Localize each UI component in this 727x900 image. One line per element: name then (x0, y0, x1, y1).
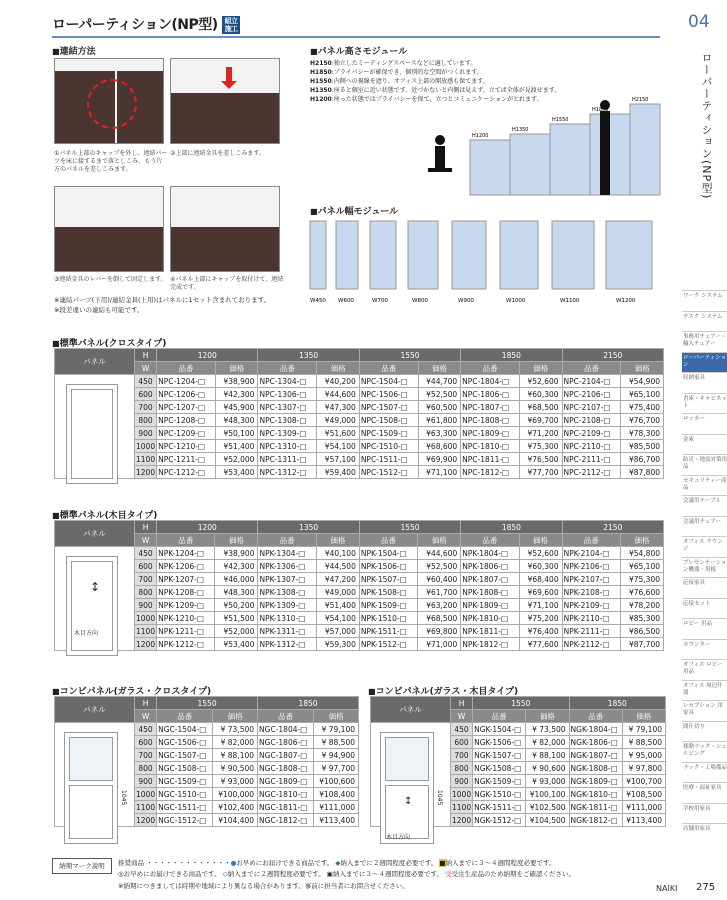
height-module-row: H1200:座った状態ではプライバシーを保て、立つとコミュニケーションがとれます。 (310, 96, 543, 103)
side-nav-item[interactable]: 防災・地震対策用品 (682, 454, 727, 475)
section-connect: ■ 連結方法 (52, 44, 96, 57)
table-row: 1200 NPK-1212-□ ¥53,400 NPK-1312-□ ¥59,300 NPK-1512-□ ¥71,000 NPK-1812-□ ¥77,600 NPK-2112-□ ¥87,700 (55, 638, 664, 651)
height-header: 1550 (157, 697, 258, 710)
height-header: 1850 (461, 521, 562, 534)
title-rule (52, 36, 660, 38)
table-row: 1000 NGC-1510-□ ¥100,000 NGC-1810-□ ¥108,400 (55, 788, 359, 801)
side-nav-item[interactable]: セキュリティー商品 (682, 475, 727, 496)
brand: NAIKI (656, 884, 678, 893)
panel-header: パネル (371, 697, 451, 723)
side-nav-item[interactable]: プレゼンテーション機器・黒板 (682, 557, 727, 578)
panel-header: パネル (55, 697, 135, 723)
table-row: 800 NPK-1208-□ ¥48,300 NPK-1308-□ ¥49,000 NPK-1508-□ ¥61,700 NPK-1808-□ ¥69,600 NPK-2108-□ ¥76,600 (55, 586, 664, 599)
caption-step3: ③連結金具のレバーを倒して固定します。 (54, 276, 167, 283)
legend-line1: 推奨商品 ・・・・・・・・・・・・・●お早めにお届けできる商品です。 ◆納入までに２週間程度必要です。 ■納入までに３～４週間程度必要です。 (118, 859, 556, 867)
wood-grain-arrow-icon-2: ↕ (404, 796, 413, 807)
side-nav-item[interactable]: デスク システム (682, 311, 727, 332)
svg-text:W1100: W1100 (560, 298, 580, 304)
table-cross: パネル H 1200 1350 1550 1850 2150 W 品番 価格 品番 価格 品番 価格 品番 価格 品番 価格 450 NPC-1204-□ ¥38,900 NPC-1304-□ ¥40,200 NPC-1504-□ ¥44,700 NPC-1804-□ ¥52,600 NPC-2104-□ ¥54,900 600 NPC-1206-□ ¥42,300 NPC-1306-□ ¥44,600 NPC-1506-□ ¥52,500 NPC-1806-□ ¥60,300 NPC-2106-□ ¥65,100 700 NPC-1207-□ ¥45,900 NPC-1307-□ ¥47,300 NPC-1507-□ ¥60,500 NPC-1807-□ ¥68,500 NPC-2107-□ ¥75,400 800 NPC-1208-□ ¥48,300 NPC-1308-□ ¥49,000 NPC-1508-□ ¥61,800 NPC-1808-□ ¥69,700 NPC-2108-□ ¥76,700 900 NPC-1209-□ ¥50,100 NPC-1309-□ ¥51,600 NPC-1509-□ ¥63,300 NPC-1809-□ ¥71,200 NPC-2109-□ ¥78,300 1000 NPC-1210-□ ¥51,400 NPC-1310-□ ¥54,100 NPC-1510-□ ¥68,600 NPC-1810-□ ¥75,300 NPC-2110-□ ¥85,500 1100 NPC-1211-□ ¥52,000 NPC-1311-□ ¥57,100 NPC-1511-□ ¥69,900 NPC-1811-□ ¥76,500 NPC-2111-□ ¥86,700 1200 NPC-1212-□ ¥53,400 NPC-1312-□ ¥59,400 NPC-1512-□ ¥71,100 NPC-1812-□ ¥77,700 NPC-2112-□ ¥87,800 (54, 348, 664, 479)
side-nav-item[interactable]: 収納家具 (682, 372, 727, 393)
svg-text:H1850: H1850 (592, 107, 609, 113)
side-nav-item[interactable]: レセプション 用家具 (682, 700, 727, 721)
side-nav-item[interactable]: 会議用テーブル (682, 495, 727, 516)
wood-direction-label: 木目方向 (74, 630, 99, 637)
table-row: 1100 NPC-1211-□ ¥52,000 NPC-1311-□ ¥57,100 NPC-1511-□ ¥69,900 NPC-1811-□ ¥76,500 NPC-2111-□ ¥86,700 (55, 453, 664, 466)
height-module-row: H1350:座ると個室に近い状態です。近づかないと内側は見えず、立てば全体が見渡せます。 (310, 87, 561, 94)
table-wood: パネル H 1200 1350 1550 1850 2150 W 品番 価格 品番 価格 品番 価格 品番 価格 品番 価格 450 NPK-1204-□ ¥38,900 NPK-1304-□ ¥40,100 NPK-1504-□ ¥44,600 NPK-1804-□ ¥52,600 NPK-2104-□ ¥54,800 600 NPK-1206-□ ¥42,300 NPK-1306-□ ¥44,500 NPK-1506-□ ¥52,500 NPK-1806-□ ¥60,300 NPK-2106-□ ¥65,100 700 NPK-1207-□ ¥46,000 NPK-1307-□ ¥47,200 NPK-1507-□ ¥60,400 NPK-1807-□ ¥68,400 NPK-2107-□ ¥75,300 800 NPK-1208-□ ¥48,300 NPK-1308-□ ¥49,000 NPK-1508-□ ¥61,700 NPK-1808-□ ¥69,600 NPK-2108-□ ¥76,600 900 NPK-1209-□ ¥50,200 NPK-1309-□ ¥51,400 NPK-1509-□ ¥63,200 NPK-1809-□ ¥71,100 NPK-2109-□ ¥78,200 1000 NPK-1210-□ ¥51,500 NPK-1310-□ ¥54,100 NPK-1510-□ ¥68,500 NPK-1810-□ ¥75,200 NPK-2110-□ ¥85,300 1100 NPK-1211-□ ¥52,000 NPK-1311-□ ¥57,000 NPK-1511-□ ¥69,800 NPK-1811-□ ¥76,400 NPK-2111-□ ¥86,500 1200 NPK-1212-□ ¥53,400 NPK-1312-□ ¥59,300 NPK-1512-□ ¥71,000 NPK-1812-□ ¥77,600 NPK-2112-□ ¥87,700 (54, 520, 664, 651)
height-header: 1350 (258, 349, 359, 362)
height-header: 1550 (359, 521, 460, 534)
panel-illustration-cross (66, 384, 118, 484)
height-header: 1200 (157, 349, 258, 362)
table-row: 700 NPC-1207-□ ¥45,900 NPC-1307-□ ¥47,300 NPC-1507-□ ¥60,500 NPC-1807-□ ¥68,500 NPC-2107-□ ¥75,400 (55, 401, 664, 414)
table-row: 900 NPK-1209-□ ¥50,200 NPK-1309-□ ¥51,400 NPK-1509-□ ¥63,200 NPK-1809-□ ¥71,100 NPK-2109-□ ¥78,200 (55, 599, 664, 612)
height-header: 1550 (359, 349, 460, 362)
legend-line2: ◎お早めにお届けできる商品です。 ◇納入までに２週間程度必要です。 ▣納入までに３～４週間程度必要です。 受受注生産品のため納期をご確認ください。 (118, 870, 576, 878)
section-combi-cross: ■ コンビパネル(ガラス・クロスタイプ) (52, 684, 211, 697)
height-module-row: H1550:内側への視線を遮り、オフィス上部の開放感も保てます。 (310, 78, 489, 85)
table-combi-cross: パネル H 1550 1850 W 品番 価格 品番 価格 450 NGC-1504-□ ¥ 73,500 NGC-1804-□ ¥ 79,100 600 NGC-1506-□ ¥ 82,000 NGC-1806-□ ¥ 88,500 700 NGC-1507-□ ¥ 88,100 NGC-1807-□ ¥ 94,900 800 NGC-1508-□ ¥ 90,500 NGC-1808-□ ¥ 97,700 900 NGC-1509-□ ¥ 93,000 NGC-1809-□ ¥100,600 1000 NGC-1510-□ ¥100,000 NGC-1810-□ ¥108,400 1100 NGC-1511-□ ¥102,400 NGC-1811-□ ¥111,000 1200 NGC-1512-□ ¥104,400 NGC-1812-□ ¥113,400 (54, 696, 359, 827)
table-row: 900 NGK-1509-□ ¥ 93,000 NGK-1809-□ ¥100,700 (371, 775, 666, 788)
side-nav-item[interactable]: 学校用家具 (682, 803, 727, 824)
svg-text:W900: W900 (458, 298, 474, 304)
table-row: 450 NGK-1504-□ ¥ 73,500 NGK-1804-□ ¥ 79,100 (371, 723, 666, 736)
side-nav-item[interactable]: 金庫 (682, 434, 727, 455)
section-cross: ■ 標準パネル(クロスタイプ) (52, 336, 166, 349)
side-nav-item[interactable]: 事務用チェアー・輸入チェアー (682, 331, 727, 352)
table-row: 600 NPK-1206-□ ¥42,300 NPK-1306-□ ¥44,500 NPK-1506-□ ¥52,500 NPK-1806-□ ¥60,300 NPK-2106-□ ¥65,100 (55, 560, 664, 573)
side-nav-item[interactable]: 応接セット (682, 598, 727, 619)
table-row: 600 NPC-1206-□ ¥42,300 NPC-1306-□ ¥44,600 NPC-1506-□ ¥52,500 NPC-1806-□ ¥60,300 NPC-2106-□ ¥65,100 (55, 388, 664, 401)
chapter-number: 04 (688, 12, 710, 32)
panel-h1550 (550, 124, 590, 195)
dim-label-wood: 1045 (436, 790, 443, 806)
side-nav-item[interactable]: ラック・工場備品 (682, 762, 727, 783)
side-nav-item[interactable]: 書庫・キャビネット (682, 393, 727, 414)
wood-direction-label-2: 木目方向 (386, 834, 411, 841)
table-row: 800 NPC-1208-□ ¥48,300 NPC-1308-□ ¥49,000 NPC-1508-□ ¥61,800 NPC-1808-□ ¥69,700 NPC-2108-□ ¥76,700 (55, 414, 664, 427)
caption-step4: ④パネル上部にキャップを取付けて、連結完成です。 (170, 276, 284, 291)
side-nav-item[interactable]: 間仕切り (682, 721, 727, 742)
table-row: 1200 NGK-1512-□ ¥104,500 NGK-1812-□ ¥113,400 (371, 814, 666, 827)
width-module-diagram (308, 216, 668, 306)
side-title: ローパーティション(NP型) (700, 52, 713, 200)
table-row: 450 NGC-1504-□ ¥ 73,500 NGC-1804-□ ¥ 79,100 (55, 723, 359, 736)
table-row: 1100 NGC-1511-□ ¥102,400 NGC-1811-□ ¥111,000 (55, 801, 359, 814)
table-row: 1100 NGK-1511-□ ¥102,500 NGK-1811-□ ¥111,000 (371, 801, 666, 814)
table-row: 700 NGC-1507-□ ¥ 88,100 NGC-1807-□ ¥ 94,900 (55, 749, 359, 762)
section-wood: ■ 標準パネル(木目タイプ) (52, 508, 157, 521)
table-row: 900 NPC-1209-□ ¥50,100 NPC-1309-□ ¥51,600 NPC-1509-□ ¥63,300 NPC-1809-□ ¥71,200 NPC-2109-□ ¥78,300 (55, 427, 664, 440)
svg-text:W450: W450 (310, 298, 326, 304)
side-nav-item[interactable]: カウンター (682, 639, 727, 660)
table-row: 1100 NPK-1211-□ ¥52,000 NPK-1311-□ ¥57,000 NPK-1511-□ ¥69,800 NPK-1811-□ ¥76,400 NPK-2111-□ ¥86,500 (55, 625, 664, 638)
assembly-badge: 組立施工 (222, 16, 240, 34)
note-1: ※連結パーツ(下用)/連結金具(上用)はパネルに1セット含まれております。 (54, 296, 271, 304)
height-header: 1550 (473, 697, 569, 710)
table-row: 450 NPK-1204-□ ¥38,900 NPK-1304-□ ¥40,100 NPK-1504-□ ¥44,600 NPK-1804-□ ¥52,600 NPK-2104-□ ¥54,800 (55, 547, 664, 560)
height-module-row: H2150:独立したミーティングスペースなどに適しています。 (310, 60, 477, 67)
side-nav-item[interactable]: オフィス ロビー用品 (682, 659, 727, 680)
table-row: 1000 NGK-1510-□ ¥100,100 NGK-1810-□ ¥108,500 (371, 788, 666, 801)
wood-grain-arrow-icon: ↕ (90, 580, 101, 594)
photo-step2 (170, 58, 280, 144)
panel-h1200 (470, 140, 510, 195)
height-header: 1350 (258, 521, 359, 534)
panel-header: パネル (55, 349, 135, 375)
height-module-row: H1850:プライバシーが確保でき、個別的な空間がつくれます。 (310, 69, 483, 76)
table-row: 800 NGK-1508-□ ¥ 90,600 NGK-1808-□ ¥ 97,800 (371, 762, 666, 775)
table-row: 1000 NPC-1210-□ ¥51,400 NPC-1310-□ ¥54,100 NPC-1510-□ ¥68,600 NPC-1810-□ ¥75,300 NPC-2110-□ ¥85,500 (55, 440, 664, 453)
panel-illustration-combi-wood (380, 732, 434, 844)
footnote: ※納期につきましては時期や地域により異なる場合があります。事前に担当者にお問合せください。 (118, 882, 409, 890)
table-row: 1200 NPC-1212-□ ¥53,400 NPC-1312-□ ¥59,400 NPC-1512-□ ¥71,100 NPC-1812-□ ¥77,700 NPC-2112-□ ¥87,800 (55, 466, 664, 479)
side-nav-item[interactable]: オフィス 周辺什器 (682, 680, 727, 701)
panel-h2150 (630, 104, 660, 195)
table-row: 1200 NGC-1512-□ ¥104,400 NGC-1812-□ ¥113,400 (55, 814, 359, 827)
table-row: 900 NGC-1509-□ ¥ 93,000 NGC-1809-□ ¥100,600 (55, 775, 359, 788)
height-header: 2150 (562, 521, 663, 534)
height-header: 1850 (258, 697, 359, 710)
note-2: ※段差違いの連結も可能です。 (54, 306, 144, 314)
caption-step2: ②上部に連結金具を差しこみます。 (170, 150, 265, 157)
side-nav-item[interactable]: 応接家具 (682, 577, 727, 598)
svg-text:H1350: H1350 (512, 127, 529, 133)
table-row: 700 NGK-1507-□ ¥ 88,100 NGK-1807-□ ¥ 95,000 (371, 749, 666, 762)
side-nav-item[interactable]: ワーク システム (682, 290, 727, 311)
photo-step1 (54, 58, 164, 144)
photo-step4 (170, 186, 280, 272)
svg-text:W800: W800 (412, 298, 428, 304)
table-row: 800 NGC-1508-□ ¥ 90,500 NGC-1808-□ ¥ 97,700 (55, 762, 359, 775)
side-nav-item[interactable]: 医療・福祉家具 (682, 782, 727, 803)
table-row: 700 NPK-1207-□ ¥46,000 NPK-1307-□ ¥47,200 NPK-1507-□ ¥60,400 NPK-1807-□ ¥68,400 NPK-2107-□ ¥75,300 (55, 573, 664, 586)
dim-label-cross: 1045 (120, 790, 127, 806)
side-nav-item[interactable]: ローパーティション (682, 352, 727, 373)
page-title: ローパーティション(NP型) 組立施工 (52, 14, 240, 34)
side-nav-item[interactable]: オフィス ラウンジ (682, 536, 727, 557)
height-header: 1200 (157, 521, 258, 534)
side-nav-item[interactable]: 店舗用家具 (682, 823, 727, 844)
table-combi-wood: パネル H 1550 1850 W 品番 価格 品番 価格 450 NGK-1504-□ ¥ 73,500 NGK-1804-□ ¥ 79,100 600 NGK-1506-□ ¥ 82,000 NGK-1806-□ ¥ 88,500 700 NGK-1507-□ ¥ 88,100 NGK-1807-□ ¥ 95,000 800 NGK-1508-□ ¥ 90,600 NGK-1808-□ ¥ 97,800 900 NGK-1509-□ ¥ 93,000 NGK-1809-□ ¥100,700 1000 NGK-1510-□ ¥100,100 NGK-1810-□ ¥108,500 1100 NGK-1511-□ ¥102,500 NGK-1811-□ ¥111,000 1200 NGK-1512-□ ¥104,500 NGK-1812-□ ¥113,400 (370, 696, 666, 827)
table-row: 450 NPC-1204-□ ¥38,900 NPC-1304-□ ¥40,200 NPC-1504-□ ¥44,700 NPC-1804-□ ¥52,600 NPC-2104-□ ¥54,900 (55, 375, 664, 388)
panel-h1350 (510, 134, 550, 195)
section-height: ■ パネル高さモジュール (310, 44, 407, 57)
photo-step3 (54, 186, 164, 272)
height-header: 1850 (569, 697, 665, 710)
table-row: 600 NGK-1506-□ ¥ 82,000 NGK-1806-□ ¥ 88,500 (371, 736, 666, 749)
panel-illustration-wood (66, 556, 118, 656)
table-row: 1000 NPK-1210-□ ¥51,500 NPK-1310-□ ¥54,100 NPK-1510-□ ¥68,500 NPK-1810-□ ¥75,200 NPK-2110-□ ¥85,300 (55, 612, 664, 625)
height-header: 1850 (461, 349, 562, 362)
side-nav-item[interactable]: 会議用チェアー (682, 516, 727, 537)
person-sitting-icon (428, 135, 452, 172)
panel-header: パネル (55, 521, 135, 547)
side-nav (682, 290, 727, 844)
panel-illustration-combi-cross (64, 732, 118, 844)
side-nav-item[interactable]: 移動ラック・シェルビング (682, 741, 727, 762)
svg-text:W700: W700 (372, 298, 388, 304)
svg-text:W1000: W1000 (506, 298, 526, 304)
table-row: 600 NGC-1506-□ ¥ 82,000 NGC-1806-□ ¥ 88,500 (55, 736, 359, 749)
legend-title: 納期マーク説明 (52, 858, 112, 874)
svg-text:H1200: H1200 (472, 133, 489, 139)
height-header: 2150 (562, 349, 663, 362)
svg-text:W600: W600 (338, 298, 354, 304)
side-nav-item[interactable]: ロビー 用品 (682, 618, 727, 639)
section-width: ■ パネル幅モジュール (310, 204, 398, 217)
svg-text:H2150: H2150 (632, 97, 649, 103)
height-module-diagram (310, 60, 670, 200)
page-number: 275 (696, 882, 716, 893)
section-combi-wood: ■ コンビパネル(ガラス・木目タイプ) (368, 684, 518, 697)
caption-step1: ①パネル上部のキャップを外し、連結パーツを床に接するまで落としこみ、もう片方のパネルを差しこみます。 (54, 150, 168, 173)
svg-text:H1550: H1550 (552, 117, 569, 123)
svg-text:W1200: W1200 (616, 298, 636, 304)
side-nav-item[interactable]: ロッカー (682, 413, 727, 434)
person-standing-icon (600, 100, 610, 195)
